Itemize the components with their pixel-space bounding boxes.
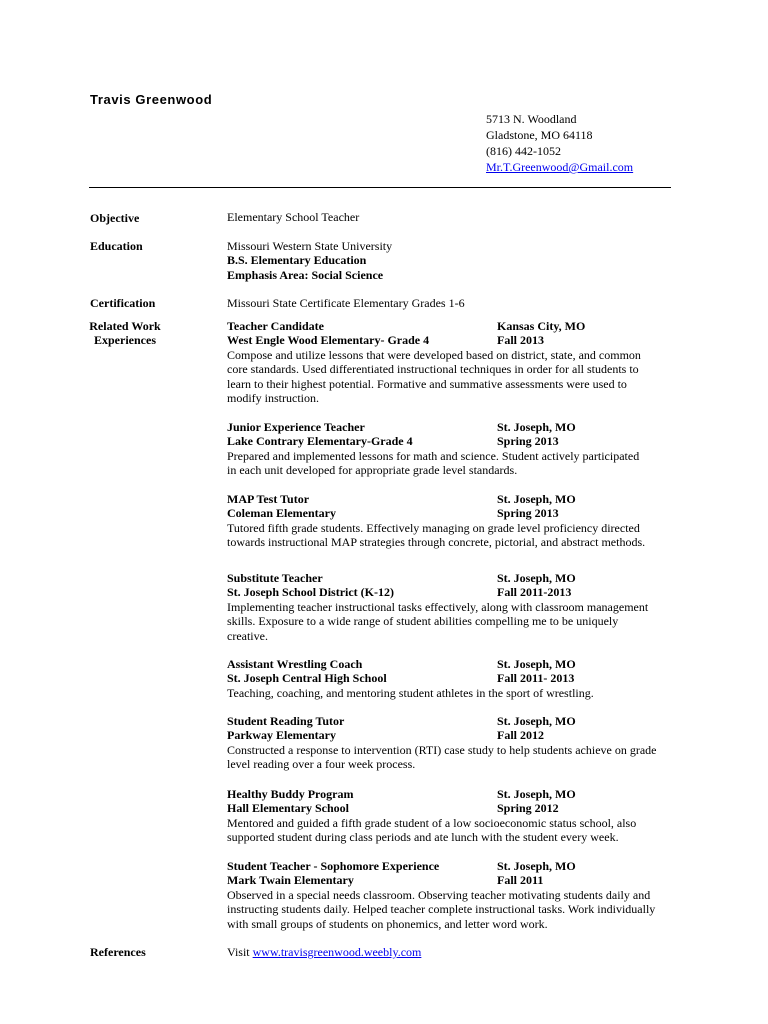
work-entry-date: Fall 2011- 2013	[497, 671, 575, 686]
work-entry-description-line: level reading over a four week process.	[227, 757, 416, 772]
work-entry-org-row	[227, 506, 677, 520]
work-entry-org: Mark Twain Elementary	[227, 873, 354, 888]
certification-label: Certification	[90, 296, 156, 310]
work-entry-title-row	[227, 787, 677, 801]
work-entry-description-line: supported student during class periods and ate lunch with the student every week.	[227, 830, 619, 845]
work-entry-date: Fall 2013	[497, 333, 544, 348]
work-entry-description-line: Tutored fifth grade students. Effectively managing on grade level proficiency directed	[227, 520, 640, 535]
work-entry-title: Healthy Buddy Program	[227, 787, 354, 801]
work-entry-description-line: Prepared and implemented lessons for math and science. Student actively participated	[227, 448, 640, 463]
work-entry-title: Student Reading Tutor	[227, 714, 345, 728]
work-entry-description-line: Teaching, coaching, and mentoring student athletes in the sport of wrestling.	[227, 685, 594, 700]
education-block	[227, 239, 677, 282]
work-entry-location: St. Joseph, MO	[497, 859, 576, 873]
work-entry-title: Substitute Teacher	[227, 571, 323, 585]
work-entry-org: West Engle Wood Elementary- Grade 4	[227, 333, 430, 348]
work-entry-description-line: in each unit developed for appropriate grade level standards.	[227, 463, 518, 478]
work-entry	[227, 714, 677, 772]
work-entry-title-row	[227, 492, 677, 506]
work-entry-title: Assistant Wrestling Coach	[227, 657, 363, 671]
work-entry-org: St. Joseph School District (K-12)	[227, 585, 394, 600]
work-entry-location: Kansas City, MO	[497, 319, 586, 333]
work-entry-org-row	[227, 728, 677, 742]
work-entry-location: St. Joseph, MO	[497, 657, 576, 671]
work-entry-title: Teacher Candidate	[227, 319, 325, 333]
work-entry-org: Hall Elementary School	[227, 801, 349, 816]
work-entry-title-row	[227, 420, 677, 434]
work-entry-org-row	[227, 801, 677, 815]
work-entry-location: St. Joseph, MO	[497, 420, 576, 434]
work-entry-org-row	[227, 434, 677, 448]
work-label-line1: Related Work	[89, 319, 161, 333]
work-entry-org: Parkway Elementary	[227, 728, 336, 743]
work-entry	[227, 787, 677, 845]
contact-phone: (816) 442-1052	[486, 144, 561, 158]
contact-street: 5713 N. Woodland	[486, 112, 577, 126]
objective-label: Objective	[90, 211, 140, 225]
references-text	[227, 945, 677, 959]
work-entry	[227, 657, 677, 700]
contact-city: Gladstone, MO 64118	[486, 128, 593, 142]
resume-name: Travis Greenwood	[90, 92, 213, 107]
work-entry-title-row	[227, 571, 677, 585]
work-entry-description-line: Constructed a response to intervention (RTI) case study to help students achieve on grade	[227, 742, 657, 757]
work-entry-org-row	[227, 333, 677, 347]
work-entry	[227, 420, 677, 478]
references-link[interactable]: www.travisgreenwood.weebly.com	[252, 945, 422, 959]
work-entry-description-line: instructing students daily. Helped teacher complete instructional tasks. Work individually	[227, 902, 656, 917]
work-entry-org-row	[227, 585, 677, 599]
work-entry-org: Coleman Elementary	[227, 506, 336, 521]
education-label: Education	[90, 239, 143, 253]
certification-text: Missouri State Certificate Elementary Grades 1-6	[227, 296, 465, 310]
work-entry-description-line: modify instruction.	[227, 391, 319, 405]
work-entry	[227, 571, 677, 643]
work-entry-title: Student Teacher - Sophomore Experience	[227, 859, 440, 873]
work-entry-location: St. Joseph, MO	[497, 492, 576, 506]
work-entry-description-line: skills. Exposure to a wide range of student abilities compelling me to be uniquely	[227, 614, 619, 629]
work-entry-title-row	[227, 319, 677, 333]
work-label-line2: Experiences	[94, 333, 156, 348]
work-entry	[227, 319, 677, 405]
objective-text: Elementary School Teacher	[227, 210, 360, 224]
contact-block	[486, 111, 633, 175]
work-entry-location: St. Joseph, MO	[497, 714, 576, 728]
references-label: References	[90, 945, 146, 959]
work-entry-description-line: Mentored and guided a fifth grade student of a low socioeconomic status school, also	[227, 815, 637, 830]
work-label	[88, 319, 162, 348]
education-emphasis: Emphasis Area: Social Science	[227, 267, 384, 282]
work-entry-date: Fall 2011	[497, 873, 544, 888]
work-entry-description-line: with small groups of students on phonemics, and letter word work.	[227, 916, 548, 931]
work-entry-org-row	[227, 671, 677, 685]
work-entry-title-row	[227, 714, 677, 728]
work-entry-date: Spring 2013	[497, 434, 559, 449]
work-entry-org-row	[227, 873, 677, 887]
work-entry-location: St. Joseph, MO	[497, 787, 576, 801]
references-prefix: Visit	[227, 945, 253, 959]
work-entry-date: Spring 2012	[497, 801, 559, 816]
education-school: Missouri Western State University	[227, 239, 393, 253]
work-entry	[227, 492, 677, 550]
work-entry-title-row	[227, 859, 677, 873]
work-entry-description-line: towards instructional MAP strategies through concrete, pictorial, and abstract methods.	[227, 535, 646, 550]
contact-email-link[interactable]: Mr.T.Greenwood@Gmail.com	[486, 160, 634, 174]
work-entry-description-line: Observed in a special needs classroom. Observing teacher motivating students daily and	[227, 887, 651, 902]
header-divider	[89, 187, 671, 188]
work-entry	[227, 859, 677, 931]
work-entry-description-line: Implementing teacher instructional tasks effectively, along with classroom management	[227, 599, 649, 614]
work-entry-org: St. Joseph Central High School	[227, 671, 387, 686]
work-entry-date: Spring 2013	[497, 506, 559, 521]
work-entry-description-line: learn to their highest potential. Formative and summative assessments were used to	[227, 376, 627, 391]
work-entry-title: Junior Experience Teacher	[227, 420, 365, 434]
work-entry-title: MAP Test Tutor	[227, 492, 310, 506]
work-entry-description-line: creative.	[227, 628, 268, 643]
work-entry-description-line: Compose and utilize lessons that were developed based on district, state, and common	[227, 347, 641, 362]
education-degree: B.S. Elementary Education	[227, 253, 367, 268]
work-entry-date: Fall 2011-2013	[497, 585, 572, 600]
work-entry-location: St. Joseph, MO	[497, 571, 576, 585]
work-entry-org: Lake Contrary Elementary-Grade 4	[227, 434, 413, 449]
work-entry-title-row	[227, 657, 677, 671]
work-entry-description-line: core standards. Used differentiated instructional techniques in order for all students to	[227, 362, 639, 377]
work-entry-date: Fall 2012	[497, 728, 544, 743]
